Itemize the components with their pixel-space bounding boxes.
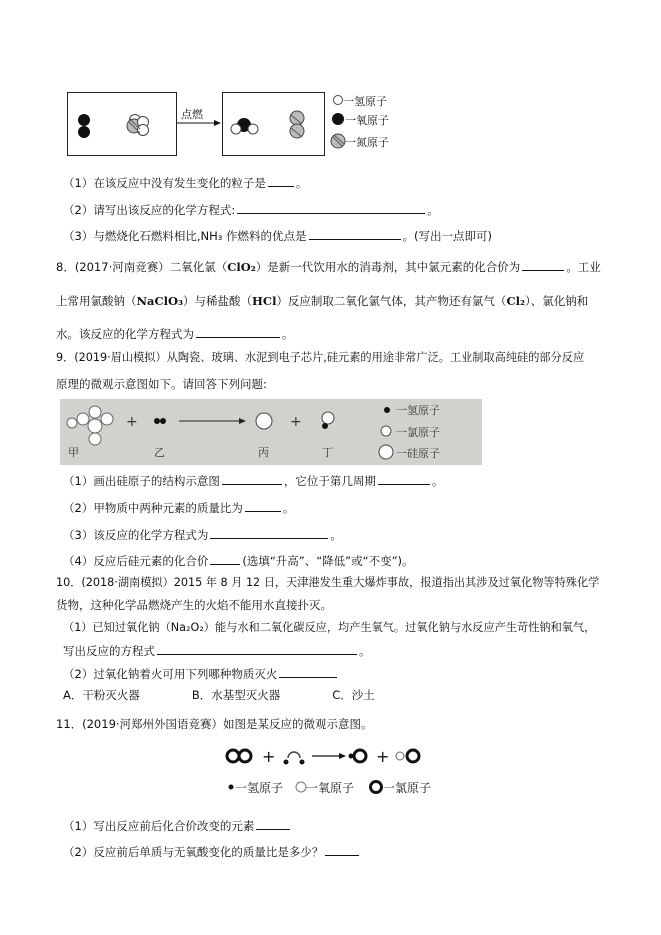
answer-blank[interactable] <box>378 472 430 485</box>
product-box <box>222 92 325 156</box>
answer-blank[interactable] <box>222 472 282 485</box>
q9-intro-line1: 9．(2019·眉山模拟）从陶瓷、玻璃、水泥到电子芯片,硅元素的用途非常广泛。工业制取高纯硅的部分反应 <box>56 351 585 364</box>
answer-blank[interactable] <box>309 227 401 240</box>
option-c[interactable]: C．沙土 <box>332 688 375 702</box>
oxygen-legend-icon <box>330 112 346 126</box>
legend-hydrogen: 一氢原子 <box>343 95 387 108</box>
svg-text:+: + <box>262 747 276 766</box>
q11-micro-diagram <box>224 742 444 770</box>
prev-q-part1: （1）在该反应中没有发生变化的粒子是 。 <box>63 176 308 190</box>
answer-blank[interactable] <box>325 843 359 856</box>
label-bing: 丙 <box>258 446 269 459</box>
legend-chlorine: 一氯原子 <box>396 426 440 439</box>
answer-blank[interactable] <box>210 552 240 565</box>
prev-q-part2: （2）请写出该反应的化学方程式: 。 <box>63 203 439 217</box>
q10-part1-line1: （1）已知过氧化钠（Na₂O₂）能与水和二氧化碳反应，均产生氧气。过氧化钠与水反应产生苛性钠和氧气， <box>63 621 596 634</box>
reactant-molecules <box>68 93 176 155</box>
q9-part3: （3）该反应的化学方程式为 。 <box>63 528 342 542</box>
q9-part2: （2）甲物质中两种元素的质量比为 。 <box>63 501 295 515</box>
q9-part4: （4）反应后硅元素的化合价 (选填“升高”、“降低”或“不变”)。 <box>63 554 414 568</box>
q8-line2: 上常用氯酸钠（NaClO₃）与稀盐酸（HCl）反应制取二氧化氯气体，其产物还有氯气（Cl₂）、氯化钠和 <box>56 294 589 308</box>
label-jia: 甲 <box>68 446 79 459</box>
chlorine-legend-icon <box>368 779 384 795</box>
answer-blank[interactable] <box>279 665 337 678</box>
svg-text:+: + <box>290 414 302 430</box>
q9-part1: （1）画出硅原子的结构示意图 ，它位于第几周期 。 <box>63 474 444 488</box>
reaction-arrow <box>177 119 221 127</box>
legend-silicon: 一硅原子 <box>396 447 440 460</box>
q11-part1: （1）写出反应前后化合价改变的元素 <box>63 817 292 834</box>
legend-hydrogen: 一氢原子 <box>396 404 440 417</box>
q11-part2: （2）反应前后单质与无氧酸变化的质量比是多少？ <box>63 843 361 860</box>
option-b[interactable]: B．水基型灭火器 <box>191 688 281 702</box>
product-molecules <box>223 93 324 155</box>
q10-intro-line1: 10．(2018·湖南模拟）2015 年 8 月 12 日，天津港发生重大爆炸事故，报道指出其涉及过氧化物等特殊化学 <box>56 576 600 589</box>
answer-blank[interactable] <box>245 499 281 512</box>
answer-blank[interactable] <box>157 642 357 655</box>
answer-blank[interactable] <box>210 526 328 539</box>
legend-nitrogen: 一氮原子 <box>345 136 389 149</box>
answer-blank[interactable] <box>237 201 425 214</box>
legend-hydrogen: 一氢原子 <box>235 781 284 795</box>
option-a[interactable]: A．干粉灭火器 <box>63 688 140 702</box>
q11-intro: 11．(2019·河郑州外国语竞赛）如图是某反应的微观示意图。 <box>56 717 373 731</box>
q10-options <box>63 687 427 703</box>
svg-text:+: + <box>126 414 138 430</box>
legend-chlorine: 一氯原子 <box>383 781 432 795</box>
answer-blank[interactable] <box>196 325 280 338</box>
svg-text:+: + <box>376 747 390 766</box>
answer-blank[interactable] <box>522 258 564 271</box>
q10-part2: （2）过氧化钠着火可用下列哪种物质灭火 <box>63 665 339 682</box>
reactant-box <box>67 92 177 156</box>
legend-oxygen: 一氧原子 <box>306 781 355 795</box>
q9-intro-line2: 原理的微观示意图如下。请回答下列问题: <box>56 377 267 391</box>
prev-q-part3: （3）与燃烧化石燃料相比,NH₃ 作燃料的优点是 。(写出一点即可) <box>63 229 492 243</box>
legend-oxygen: 一氧原子 <box>345 114 389 127</box>
q10-intro-line2: 货物，这种化学品燃烧产生的火焰不能用水直接扑灭。 <box>56 598 332 612</box>
q9-micro-diagram <box>60 399 482 465</box>
nitrogen-legend-icon <box>330 133 346 149</box>
q8-line1: 8．(2017·河南竞赛）二氧化氯（ClO₂）是新一代饮用水的消毒剂，其中氯元素的化合价为 。工业 <box>56 260 601 274</box>
q10-part1-line2: 写出反应的方程式 。 <box>63 644 371 658</box>
arrow-label: 点燃 <box>181 108 203 121</box>
answer-blank[interactable] <box>256 817 290 830</box>
label-yi: 乙 <box>154 446 165 459</box>
q8-line3: 水。该反应的化学方程式为 。 <box>56 327 294 341</box>
label-ding: 丁 <box>322 446 333 459</box>
answer-blank[interactable] <box>268 174 294 187</box>
